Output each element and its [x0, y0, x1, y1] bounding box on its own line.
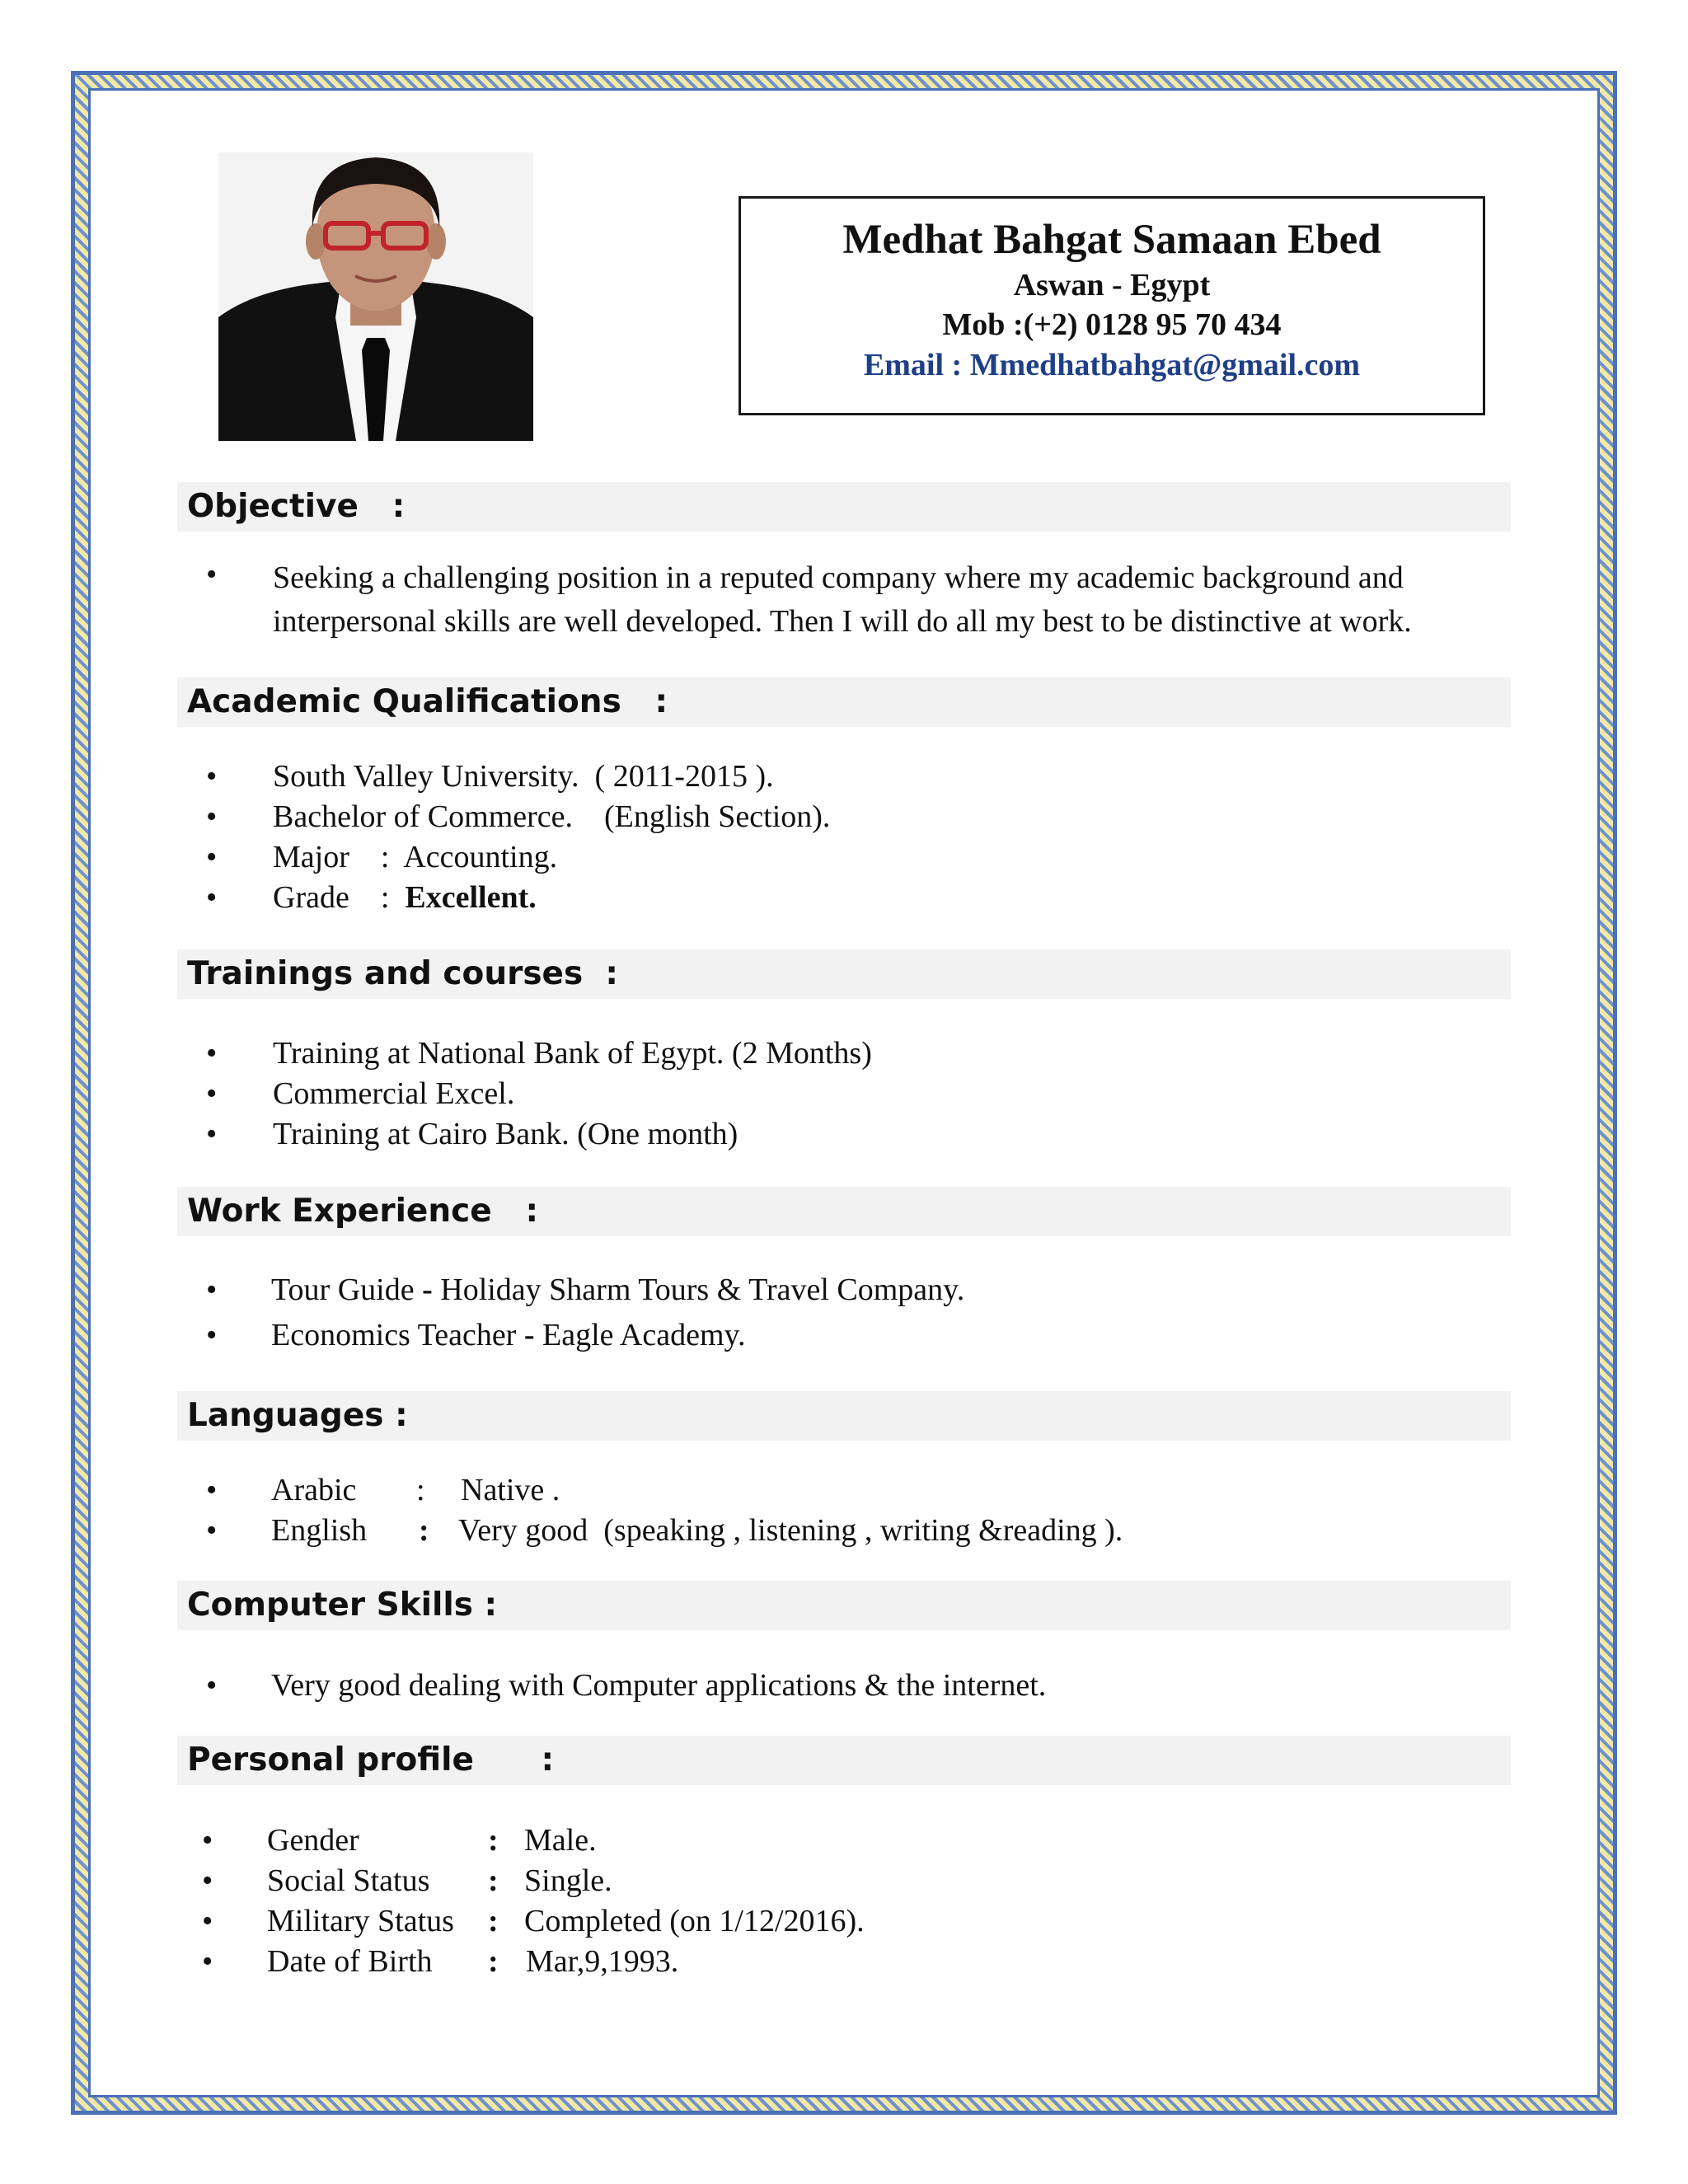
computer-item: Very good dealing with Computer applications & the internet.: [271, 1668, 1047, 1703]
work-separator: -: [523, 1318, 535, 1352]
mobile-number: Mob :(+2) 0128 95 70 434: [942, 307, 1282, 342]
language-level: Very good (speaking , listening , writing &reading ).: [458, 1513, 1123, 1548]
bullet: •: [206, 1513, 218, 1548]
bullet: •: [206, 557, 218, 592]
bullet: •: [206, 1473, 218, 1507]
work-place: Eagle Academy.: [534, 1318, 746, 1352]
bullet: •: [202, 1944, 213, 1979]
language-level: Native .: [461, 1473, 560, 1507]
bullet: •: [206, 799, 218, 834]
location: Aswan - Egypt: [1013, 268, 1211, 303]
profile-photo: [218, 152, 533, 441]
section-header-languages: Languages :: [177, 1391, 1511, 1441]
work-place: Holiday Sharm Tours & Travel Company.: [432, 1272, 965, 1307]
section-header-personal: Personal profile :: [177, 1736, 1511, 1785]
section-header-academic: Academic Qualifications :: [177, 677, 1511, 727]
profile-separator: :: [488, 1863, 499, 1898]
academic-item: South Valley University. ( 2011-2015 ).: [273, 759, 774, 794]
training-item: Commercial Excel.: [273, 1076, 515, 1111]
section-header-objective: Objective :: [177, 482, 1511, 532]
bullet: •: [206, 759, 218, 794]
profile-separator: :: [488, 1944, 499, 1979]
bullet: •: [206, 1117, 218, 1151]
profile-separator: :: [488, 1823, 499, 1858]
bullet: •: [206, 1668, 218, 1703]
bullet: •: [206, 880, 218, 915]
profile-label: Social Status: [267, 1863, 430, 1898]
bullet: •: [202, 1904, 213, 1938]
profile-separator: :: [488, 1904, 499, 1938]
bullet: •: [206, 1036, 218, 1071]
grade-label: Grade :: [273, 880, 406, 915]
training-item: Training at National Bank of Egypt. (2 Months): [273, 1036, 872, 1071]
academic-item: Major : Accounting.: [273, 840, 558, 874]
profile-value: Completed (on 1/12/2016).: [524, 1904, 865, 1938]
profile-label: Military Status: [267, 1904, 454, 1938]
work-role: Tour Guide: [271, 1272, 423, 1307]
language-separator: :: [416, 1473, 425, 1507]
section-header-work: Work Experience :: [177, 1187, 1511, 1236]
academic-item-grade: [273, 879, 537, 917]
profile-value: Single.: [524, 1863, 612, 1898]
full-name: Medhat Bahgat Samaan Ebed: [842, 217, 1381, 263]
training-item: Training at Cairo Bank. (One month): [273, 1117, 738, 1151]
profile-label: Gender: [267, 1823, 359, 1858]
bullet: •: [202, 1823, 213, 1858]
profile-label: Date of Birth: [267, 1944, 433, 1979]
profile-photo-illustration: [218, 152, 533, 441]
bullet: •: [206, 1076, 218, 1111]
language-separator: :: [419, 1513, 429, 1548]
bullet: •: [206, 840, 218, 874]
section-header-computer: Computer Skills :: [177, 1581, 1511, 1630]
language-label: Arabic: [271, 1473, 357, 1507]
bullet: •: [206, 1318, 218, 1352]
grade-value: Excellent.: [405, 880, 537, 915]
work-item: [271, 1317, 746, 1355]
academic-item: Bachelor of Commerce. (English Section).: [273, 799, 831, 834]
profile-value: Mar,9,1993.: [526, 1944, 679, 1979]
section-header-trainings: Trainings and courses :: [177, 949, 1511, 999]
language-label: English: [271, 1513, 368, 1548]
objective-text: Seeking a challenging position in a reputed company where my academic background and interpersonal skills are well developed. Then I will do all my best to be distinctive at work.: [273, 560, 1412, 640]
contact-header-box: [738, 196, 1485, 415]
profile-value: Male.: [524, 1823, 597, 1858]
work-role: Economics Teacher: [271, 1318, 524, 1352]
email-address[interactable]: Email : Mmedhatbahgat@gmail.com: [863, 348, 1361, 383]
work-item: [271, 1272, 964, 1310]
bullet: •: [206, 1272, 218, 1307]
bullet: •: [202, 1863, 213, 1898]
work-separator: -: [422, 1272, 433, 1307]
